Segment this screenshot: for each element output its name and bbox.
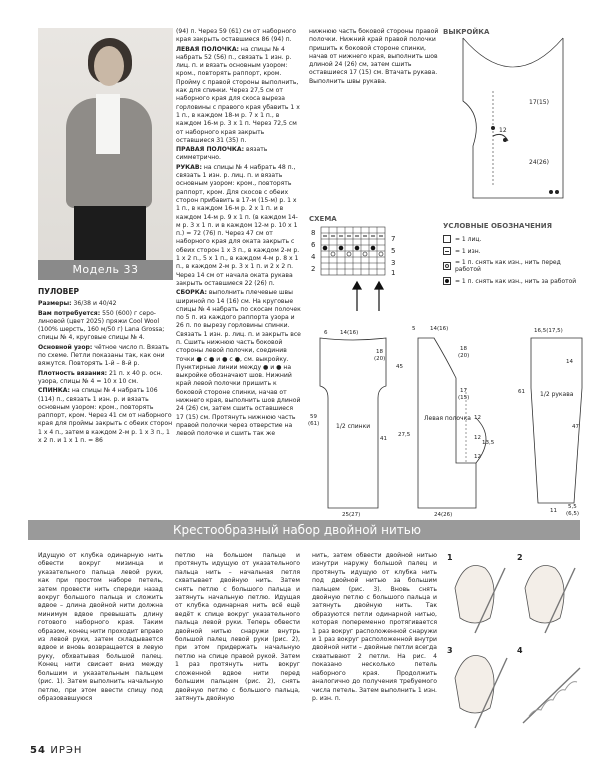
chart-title: СХЕМА xyxy=(309,215,337,223)
svg-text:12: 12 xyxy=(474,454,481,460)
svg-text:(61): (61) xyxy=(308,421,320,427)
bottom-col-1: Идущую от клубка одинарную нить обвести вокруг мизинца и указательного пальца левой руки, как при простом наборе петель, затем провести нить спереди назад вокруг большого пальца и сложить вдвое – длина двойной нити должна минимум вдвое превышать длину готового наборного края. Таким образом, конец нити проходит вправо из левой руки, затем складывается вдвое и вновь возвращается в левую руку, обхватывая большой палец. Конец нити свисает вниз между большим и указательным пальцем (рис. 1). Затем выполнить начальную петлю, при этом ввести спицу под образовавшуюся xyxy=(38,552,163,702)
svg-text:(15): (15) xyxy=(458,395,470,401)
bottom-col-3: нить, затем обвести двойной нитью изнутри наружу большой палец и протянуть идущую от клубка нить под двойной нитью за большим пальцем (рис. 3). Вновь снять двойную петлю с большого пальца и затянуть двойную нить. Так образуются петли одинарной нитью, которая попеременно протягивается 1 раз вокруг расположенной снаружи и 1 раз вокруг расположенной внутри двойной нити – двойные петли всегда схватывают 2 петли. На рис. 4 показано несколько петель наборного края. Продолжить аналогично до получения требуемого числа петель. Затем выполнить 1 изн. р. изн. п. xyxy=(312,552,437,702)
chart-row-5: 5 xyxy=(391,247,396,255)
svg-text:(20): (20) xyxy=(458,353,470,359)
chart-row-2: 2 xyxy=(311,265,316,273)
chart-row-7: 7 xyxy=(391,235,396,243)
page-footer xyxy=(30,745,82,756)
legend-title: УСЛОВНЫЕ ОБОЗНАЧЕНИЯ xyxy=(443,222,552,230)
pattern-title: ВЫКРОЙКА xyxy=(443,28,490,36)
slip-front-symbol xyxy=(443,262,451,270)
purl-symbol xyxy=(443,247,451,255)
hand-illustrations xyxy=(445,548,585,753)
svg-text:16,5(17,5): 16,5(17,5) xyxy=(534,328,563,334)
chart-row-4: 4 xyxy=(311,253,316,261)
svg-text:17(15): 17(15) xyxy=(529,99,549,106)
chart-row-6: 6 xyxy=(311,241,316,249)
svg-text:1: 1 xyxy=(447,553,453,562)
svg-text:11: 11 xyxy=(550,508,557,514)
svg-text:18: 18 xyxy=(460,346,467,352)
svg-text:25(27): 25(27) xyxy=(342,512,361,518)
chart-grid xyxy=(309,225,439,317)
technique-banner xyxy=(28,520,580,540)
svg-text:13,5: 13,5 xyxy=(482,440,495,446)
article-title: ПУЛОВЕР xyxy=(38,287,80,296)
needle-fig-4 xyxy=(523,668,580,723)
column-1: ПУЛОВЕР Размеры: 36/38 и 40/42 Вам потребуется: 550 (600) г серо-линовой (цвет 2025) пряжи Cool Wool (100% шерсть, 160 м/50 г) Lana Grossa; спицы № 4, круговые спицы № 4. Основной узор: чётное число п. Вязать по схеме. Петли показаны так, как они вяжутся. Повторять 1-й – 8-й р. Плотность вязания: 21 п. х 40 р. осн. узора, спицы № 4 = 10 х 10 см. СПИНКА: на спицы № 4 набрать 106 (114) п., связать 1 изн. р. и вязать основным узором: кром., повторять раппорт, кром. Через 41 см от наборного края для проймы закрыть с обеих сторон 1 х 4 п., затем в каждом 2-м р. 1 х 3 п., 1 х 2 п. и 1 х 1 п. = 86 xyxy=(38,287,173,445)
svg-text:12: 12 xyxy=(499,127,507,134)
svg-text:4: 4 xyxy=(517,646,523,655)
stitch-chart xyxy=(309,215,439,315)
garment-schematic xyxy=(306,318,591,518)
model-label: Модель 33 xyxy=(72,263,139,276)
svg-text:12: 12 xyxy=(474,435,481,441)
page-number: 54 xyxy=(30,745,46,756)
column-3: нижнюю часть боковой стороны правой полочки. Нижний край правой полочки пришить к боковой стороне спинки, начав от нижнего края, выполнить шов длиной 24 (26) см, затем сшить оставшиеся 17 (15) см. Втачать рукава. Выполнить швы рукава. xyxy=(309,28,439,85)
svg-text:17: 17 xyxy=(460,388,467,394)
svg-text:3: 3 xyxy=(447,646,453,655)
knit-symbol xyxy=(443,235,451,243)
svg-text:41: 41 xyxy=(380,436,387,442)
front-label: Левая полочка xyxy=(424,415,471,422)
brand-name: ИРЭН xyxy=(50,745,83,756)
back-label: 1/2 спинки xyxy=(336,423,371,430)
svg-text:6: 6 xyxy=(324,330,328,336)
svg-text:45: 45 xyxy=(396,364,403,370)
repeat-arrows xyxy=(353,282,383,311)
chart-symbol xyxy=(323,246,327,250)
chart-symbol xyxy=(379,252,383,256)
svg-text:12: 12 xyxy=(474,415,481,421)
svg-text:14: 14 xyxy=(566,359,573,365)
chart-row-1: 1 xyxy=(391,269,396,277)
column-2: (94) п. Через 59 (61) см от наборного края закрыть оставшиеся 86 (94) п. ЛЕВАЯ ПОЛОЧКА: на спицы № 4 набрать 52 (56) п., связать 1 изн. р. лиц. п. и вязать основным узором: кром., повторять раппорт, кром. Пройму с правой стороны выполнить, как для спинки. Через 27,5 см от наборного края для скоса выреза горловины с правого края убавить 1 х 1 п., в каждом 18-м р. 7 х 1 п., в каждом 16-м р. 3 х 1 п. Через 72,5 см от наборного края закрыть оставшиеся 31 (35) п. ПРАВАЯ ПОЛОЧКА: вязать симметрично. РУКАВ: на спицы № 4 набрать 48 п., связать 1 изн. р. лиц. п. и вязать основным узором: кром., повторять раппорт, кром. Для скосов с обеих сторон прибавить в 17-м (15-м) р. 1 х 1 п., в каждом 16-м р. 2 х 1 п. и в каждом 14-м р. 9 х 1 п. (в каждом 14-м р. 3 х 1 п. и в каждом 12-м р. 10 х 1 п.) = 72 (76) п. Через 47 см от наборного края для оката закрыть с обеих сторон 1 х 3 п., в каждом 2-м р. 1 х 2 п., 5 х 1 п., в каждом 4-м р. 8 х 1 п., в каждом 2-м р. 3 х 1 п. и 2 х 2 п. Через 14 см от начала оката рукава закрыть оставшиеся 22 (26) п. СБОРКА: выполнить плечевые швы шириной по 14 (16) см. На круговые спицы № 4 набрать по скосам полочек по 5 п. из каждого раппорта узора и 26 п. по вырезу горловины спинки. Связать 1 изн. р. лиц. п. и закрыть все п. Сшить нижнюю часть боковой стороны левой полочки, соединив точки ● с ● и ● с ●, см. выкройку. Пунктирные линии между ● и ● на выкройке обозначают шов. Нижний край левой полочки пришить к боковой стороне спинки, начав от нижнего края, выполнить шов длиной 24 (26) см, затем сшить оставшиеся 17 (15) см. Протянуть нижнюю часть правой полочки через отверстие на левой полочке и сшить так же xyxy=(176,28,301,438)
svg-text:(6,5): (6,5) xyxy=(566,511,580,517)
hand-fig-2 xyxy=(525,566,564,624)
svg-text:14(16): 14(16) xyxy=(430,326,449,332)
slip-back-symbol xyxy=(443,277,451,285)
chart-symbol xyxy=(339,246,343,250)
chart-row-8: 8 xyxy=(311,229,316,237)
svg-text:14(16): 14(16) xyxy=(340,330,359,336)
svg-text:5,5: 5,5 xyxy=(568,504,577,510)
chart-row-3: 3 xyxy=(391,259,396,267)
hand-fig-1 xyxy=(455,566,494,624)
legend: УСЛОВНЫЕ ОБОЗНАЧЕНИЯ = 1 лиц. = 1 изн. = 1 п. снять как изн., нить перед работой = 1 п. снять как изн., нить за работой xyxy=(443,222,583,289)
svg-text:2: 2 xyxy=(517,553,523,562)
svg-text:24(26): 24(26) xyxy=(434,512,453,518)
svg-text:24(26): 24(26) xyxy=(529,159,549,166)
hand-fig-3 xyxy=(455,656,494,714)
sleeve-label: 1/2 рукава xyxy=(540,391,574,398)
svg-text:59: 59 xyxy=(310,414,317,420)
banner-title: Крестообразный набор двойной нитью xyxy=(173,523,421,537)
model-photo xyxy=(38,28,173,280)
pattern-diagram xyxy=(443,28,583,198)
chart-symbol xyxy=(347,252,351,256)
chart-symbol xyxy=(355,246,359,250)
svg-text:5: 5 xyxy=(412,326,416,332)
svg-text:27,5: 27,5 xyxy=(398,432,411,438)
svg-text:(20): (20) xyxy=(374,356,386,362)
chart-symbol xyxy=(331,252,335,256)
chart-symbol xyxy=(363,252,367,256)
svg-text:61: 61 xyxy=(518,389,525,395)
svg-text:47: 47 xyxy=(572,424,579,430)
bottom-col-2: петлю на большом пальце и протянуть идущую от указательного пальца нить – начальная петля схватывает двойную нить. Затем снять петлю с большого пальца и затянуть начальную петлю. Идущая от клубка одинарная нить всё ещё ведёт к спице вокруг указательного пальца левой руки. Теперь обвести двойной нитью снаружи внутрь большой палец левой руки (рис. 2), при этом придержать начальную петлю на спице правой рукой. Затем 1 раз протянуть нить вокруг сложенной вдвое нити перед большим пальцем (рис. 2), снять двойную петлю с большого пальца, затянуть двойную xyxy=(175,552,300,702)
chart-symbol xyxy=(371,246,375,250)
svg-text:18: 18 xyxy=(376,349,383,355)
